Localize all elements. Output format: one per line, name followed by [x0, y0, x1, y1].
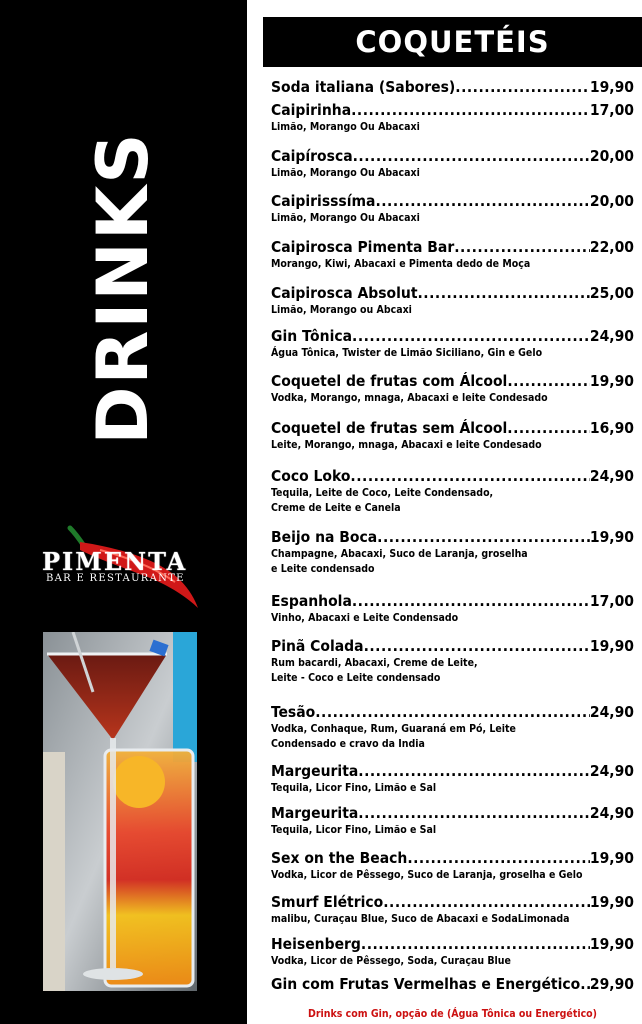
menu-item-price: 20,00 — [589, 147, 634, 165]
menu-item-name: Caipirosca Absolut — [271, 284, 418, 302]
menu-item-line — [271, 78, 634, 97]
menu-item — [271, 78, 634, 97]
menu-item-description: Rum bacardi, Abacaxi, Creme de Leite, Leite - Coco e Leite condensado — [271, 657, 478, 684]
menu-list — [271, 0, 634, 1024]
dot-leader — [352, 327, 590, 346]
dot-leader — [358, 804, 590, 823]
menu-item-description: Limão, Morango Ou Abacaxi — [271, 121, 420, 133]
menu-item-price: 19,90 — [589, 893, 634, 911]
menu-item — [271, 592, 634, 626]
menu-item — [271, 372, 634, 406]
menu-item — [271, 762, 634, 796]
dot-leader — [507, 419, 590, 438]
menu-item-price: 24,90 — [589, 804, 634, 822]
menu-item-name: Margeurita — [271, 762, 359, 780]
menu-item-description: Tequila, Licor Fino, Limão e Sal — [271, 824, 437, 836]
menu-item-line — [271, 192, 634, 211]
menu-item-line — [271, 284, 634, 303]
menu-item-price: 25,00 — [589, 284, 634, 302]
logo-subtitle: BAR E RESTAURANTE — [46, 573, 185, 584]
menu-item-name: Caipirosca Pimenta Bar — [271, 238, 455, 256]
menu-item — [271, 101, 634, 135]
menu-item-name: Coquetel de frutas com Álcool — [271, 372, 508, 390]
menu-item-description: malibu, Curaçau Blue, Suco de Abacaxi e SodaLimonada — [271, 913, 570, 925]
menu-item-description: Limão, Morango ou Abcaxi — [271, 304, 412, 316]
menu-item — [271, 893, 634, 927]
menu-item-name: Coquetel de frutas sem Álcool — [271, 419, 508, 437]
menu-item-name: Caipirinha — [271, 101, 352, 119]
dot-leader — [358, 762, 590, 781]
menu-item — [271, 238, 634, 272]
menu-item-price: 17,00 — [589, 101, 634, 119]
menu-item-line — [271, 592, 634, 611]
section-title: COQUETÉIS — [263, 17, 642, 67]
menu-item-price: 24,90 — [589, 327, 634, 345]
menu-item-name: Margeurita — [271, 804, 359, 822]
menu-item-price: 24,90 — [589, 703, 634, 721]
drinks-title: DRINKS — [82, 131, 164, 445]
menu-item-name: Smurf Elétrico — [271, 893, 384, 911]
footer-note: Drinks com Gin, opção de (Água Tônica ou Energético) — [308, 1008, 597, 1020]
menu-item-name: Tesão — [271, 703, 316, 721]
menu-item-name: Beijo na Boca — [271, 528, 378, 546]
cocktail-photo — [43, 632, 197, 991]
menu-item — [271, 975, 634, 994]
menu-item — [271, 192, 634, 226]
dot-leader — [418, 284, 590, 303]
pimenta-logo — [40, 520, 210, 612]
menu-item-line — [271, 419, 634, 438]
dot-leader — [377, 528, 590, 547]
menu-item-price: 22,00 — [589, 238, 634, 256]
menu-item-price: 24,90 — [589, 467, 634, 485]
dot-leader — [353, 147, 590, 166]
menu-item-line — [271, 528, 634, 547]
menu-item-price: 19,90 — [589, 78, 634, 96]
menu-item — [271, 528, 634, 577]
menu-item-price: 24,90 — [589, 762, 634, 780]
dot-leader — [580, 975, 590, 994]
menu-item-line — [271, 804, 634, 823]
dot-leader — [350, 467, 589, 486]
menu-item-price: 19,90 — [589, 935, 634, 953]
menu-item-price: 19,90 — [589, 528, 634, 546]
menu-item — [271, 284, 634, 318]
menu-item-name: Gin com Frutas Vermelhas e Energético — [271, 975, 581, 993]
dot-leader — [507, 372, 590, 391]
menu-item-line — [271, 327, 634, 346]
menu-item-name: Pinã Colada — [271, 637, 364, 655]
menu-item-name: Espanhola — [271, 592, 352, 610]
menu-item-name: Heisenberg — [271, 935, 361, 953]
menu-item-line — [271, 238, 634, 257]
menu-item-name: Gin Tônica — [271, 327, 353, 345]
dot-leader — [375, 192, 589, 211]
logo-name: PIMENTA — [42, 547, 188, 576]
menu-item-line — [271, 372, 634, 391]
menu-item-description: Leite, Morango, mnaga, Abacaxi e leite Condesado — [271, 439, 542, 451]
dot-leader — [454, 238, 590, 257]
menu-item-description: Limão, Morango Ou Abacaxi — [271, 167, 420, 179]
dot-leader — [455, 78, 590, 97]
menu-item-name: Caipirisssíma — [271, 192, 376, 210]
menu-item-price: 16,90 — [589, 419, 634, 437]
menu-item-price: 17,00 — [589, 592, 634, 610]
menu-item-line — [271, 762, 634, 781]
menu-item — [271, 467, 634, 516]
footer-note-wrap — [0, 1002, 642, 1021]
menu-item-price: 19,90 — [589, 372, 634, 390]
dot-leader — [383, 893, 590, 912]
dot-leader — [364, 637, 590, 656]
dot-leader — [315, 703, 590, 722]
menu-item — [271, 849, 634, 883]
menu-item-line — [271, 637, 634, 656]
menu-item — [271, 147, 634, 181]
menu-item-price: 29,90 — [589, 975, 634, 993]
menu-item-description: Morango, Kiwi, Abacaxi e Pimenta dedo de Moça — [271, 258, 531, 270]
menu-item-line — [271, 975, 634, 994]
menu-item-price: 19,90 — [589, 637, 634, 655]
menu-item — [271, 935, 634, 969]
menu-item — [271, 419, 634, 453]
menu-item-line — [271, 467, 634, 486]
menu-item-description: Vodka, Conhaque, Rum, Guaraná em Pó, Leite Condensado e cravo da India — [271, 723, 516, 750]
menu-item-price: 20,00 — [589, 192, 634, 210]
menu-item-line — [271, 935, 634, 954]
menu-item — [271, 637, 634, 686]
menu-item-name: Caipírosca — [271, 147, 353, 165]
menu-item-line — [271, 703, 634, 722]
side-panel — [0, 0, 247, 1024]
menu-item-line — [271, 101, 634, 120]
menu-item-line — [271, 147, 634, 166]
menu-item-description: Limão, Morango Ou Abacaxi — [271, 212, 420, 224]
menu-item-description: Vodka, Licor de Pêssego, Suco de Laranja, groselha e Gelo — [271, 869, 583, 881]
menu-item-description: Vinho, Abacaxi e Leite Condensado — [271, 612, 459, 624]
menu-item — [271, 703, 634, 752]
menu-item-description: Tequila, Licor Fino, Limão e Sal — [271, 782, 437, 794]
menu-item-description: Champagne, Abacaxi, Suco de Laranja, groselha e Leite condensado — [271, 548, 528, 575]
menu-item-name: Coco Loko — [271, 467, 351, 485]
menu-item-line — [271, 849, 634, 868]
menu-item-name: Soda italiana (Sabores) — [271, 78, 456, 96]
dot-leader — [361, 935, 590, 954]
dot-leader — [352, 592, 590, 611]
menu-item-line — [271, 893, 634, 912]
menu-item — [271, 804, 634, 838]
menu-item-description: Água Tônica, Twister de Limão Siciliano, Gin e Gelo — [271, 347, 543, 359]
menu-item-description: Vodka, Licor de Pêssego, Soda, Curaçau Blue — [271, 955, 511, 967]
dot-leader — [351, 101, 590, 120]
dot-leader — [407, 849, 590, 868]
menu-item-description: Tequila, Leite de Coco, Leite Condensado, Creme de Leite e Canela — [271, 487, 494, 514]
menu-item — [271, 327, 634, 361]
menu-item-price: 19,90 — [589, 849, 634, 867]
menu-item-description: Vodka, Morango, mnaga, Abacaxi e leite Condesado — [271, 392, 548, 404]
menu-item-name: Sex on the Beach — [271, 849, 408, 867]
